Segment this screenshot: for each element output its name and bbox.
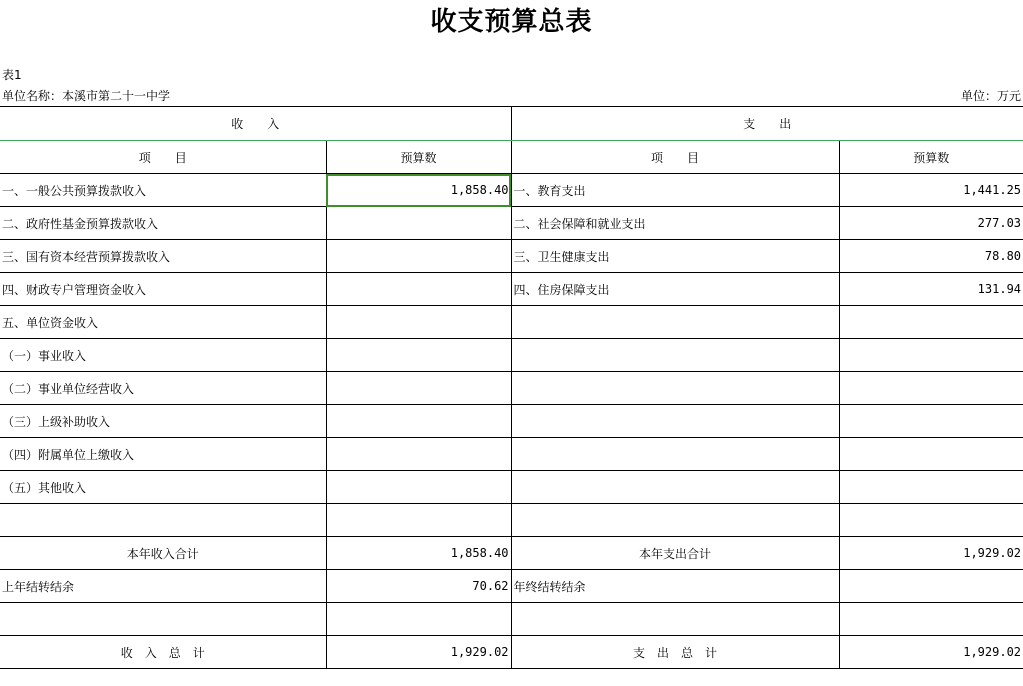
table-row <box>0 339 1023 372</box>
expense-value-cell[interactable] <box>839 339 1023 372</box>
expense-value-cell[interactable] <box>839 306 1023 339</box>
column-header-row <box>0 141 1023 174</box>
income-subtotal-value[interactable]: 1,858.40 <box>326 537 511 570</box>
income-budget-header[interactable]: 预算数 <box>326 141 511 174</box>
table-row <box>0 207 1023 240</box>
blank-cell[interactable] <box>511 603 839 636</box>
expense-budget-header[interactable]: 预算数 <box>839 141 1023 174</box>
income-item-cell[interactable]: 四、财政专户管理资金收入 <box>0 273 326 306</box>
expense-item-cell[interactable] <box>511 306 839 339</box>
table-row <box>0 504 1023 537</box>
expense-item-cell[interactable] <box>511 339 839 372</box>
expense-item-cell[interactable] <box>511 405 839 438</box>
table-row <box>0 306 1023 339</box>
table-row <box>0 438 1023 471</box>
income-value-cell[interactable] <box>326 504 511 537</box>
expense-item-cell[interactable] <box>511 471 839 504</box>
year-end-carryover-label[interactable]: 年终结转结余 <box>511 570 839 603</box>
expense-value-cell[interactable] <box>839 372 1023 405</box>
prior-year-carryover-label[interactable]: 上年结转结余 <box>0 570 326 603</box>
income-item-cell[interactable]: （三）上级补助收入 <box>0 405 326 438</box>
income-header[interactable]: 收 入 <box>0 107 511 141</box>
expense-value-cell[interactable] <box>839 504 1023 537</box>
expense-value-cell[interactable]: 277.03 <box>839 207 1023 240</box>
income-value-cell[interactable] <box>326 339 511 372</box>
page-title: 收支预算总表 <box>430 7 593 37</box>
income-item-cell[interactable]: 五、单位资金收入 <box>0 306 326 339</box>
table-row <box>0 273 1023 306</box>
expense-item-cell[interactable] <box>511 438 839 471</box>
expense-item-cell[interactable]: 四、住房保障支出 <box>511 273 839 306</box>
expense-total-value[interactable]: 1,929.02 <box>839 636 1023 669</box>
expense-item-cell[interactable] <box>511 504 839 537</box>
income-item-cell[interactable]: 二、政府性基金预算拨款收入 <box>0 207 326 240</box>
expense-item-cell[interactable] <box>511 372 839 405</box>
table-row <box>0 471 1023 504</box>
expense-value-cell[interactable]: 1,441.25 <box>839 174 1023 207</box>
prior-year-carryover-value[interactable]: 70.62 <box>326 570 511 603</box>
income-value-cell[interactable] <box>326 240 511 273</box>
year-end-carryover-value[interactable] <box>839 570 1023 603</box>
income-subtotal-label[interactable]: 本年收入合计 <box>0 537 326 570</box>
expense-item-cell[interactable]: 一、教育支出 <box>511 174 839 207</box>
expense-value-cell[interactable] <box>839 471 1023 504</box>
table-row <box>0 174 1023 207</box>
income-value-cell[interactable] <box>326 372 511 405</box>
expense-header[interactable]: 支 出 <box>511 107 1023 141</box>
form-number: 表1 <box>2 68 22 82</box>
income-value-cell[interactable]: 1,858.40 <box>326 174 511 207</box>
blank-row <box>0 603 1023 636</box>
income-value-cell[interactable] <box>326 405 511 438</box>
table-row <box>0 405 1023 438</box>
income-value-cell[interactable] <box>326 306 511 339</box>
expense-total-label[interactable]: 支 出 总 计 <box>511 636 839 669</box>
blank-cell[interactable] <box>326 603 511 636</box>
income-item-cell[interactable]: 一、一般公共预算拨款收入 <box>0 174 326 207</box>
expense-subtotal-label[interactable]: 本年支出合计 <box>511 537 839 570</box>
budget-table <box>0 106 1023 669</box>
expense-value-cell[interactable]: 78.80 <box>839 240 1023 273</box>
table-row <box>0 240 1023 273</box>
expense-subtotal-value[interactable]: 1,929.02 <box>839 537 1023 570</box>
income-item-cell[interactable]: 三、国有资本经营预算拨款收入 <box>0 240 326 273</box>
grand-total-row <box>0 636 1023 669</box>
income-item-cell[interactable]: （四）附属单位上缴收入 <box>0 438 326 471</box>
income-item-cell[interactable]: （二）事业单位经营收入 <box>0 372 326 405</box>
expense-item-header[interactable]: 项 目 <box>511 141 839 174</box>
income-value-cell[interactable] <box>326 273 511 306</box>
expense-item-cell[interactable]: 三、卫生健康支出 <box>511 240 839 273</box>
income-total-value[interactable]: 1,929.02 <box>326 636 511 669</box>
income-item-cell[interactable]: （五）其他收入 <box>0 471 326 504</box>
income-value-cell[interactable] <box>326 438 511 471</box>
blank-cell[interactable] <box>839 603 1023 636</box>
expense-value-cell[interactable] <box>839 405 1023 438</box>
expense-value-cell[interactable]: 131.94 <box>839 273 1023 306</box>
section-header-row <box>0 107 1023 141</box>
income-item-cell[interactable] <box>0 504 326 537</box>
subtotal-row <box>0 537 1023 570</box>
income-item-header[interactable]: 项 目 <box>0 141 326 174</box>
table-row <box>0 372 1023 405</box>
blank-cell[interactable] <box>0 603 326 636</box>
currency-unit: 单位：万元 <box>960 89 1021 103</box>
income-total-label[interactable]: 收 入 总 计 <box>0 636 326 669</box>
expense-item-cell[interactable]: 二、社会保障和就业支出 <box>511 207 839 240</box>
income-value-cell[interactable] <box>326 471 511 504</box>
income-value-cell[interactable] <box>326 207 511 240</box>
expense-value-cell[interactable] <box>839 438 1023 471</box>
income-item-cell[interactable]: （一）事业收入 <box>0 339 326 372</box>
carryover-row <box>0 570 1023 603</box>
unit-name: 单位名称：本溪市第二十一中学 <box>2 89 171 103</box>
